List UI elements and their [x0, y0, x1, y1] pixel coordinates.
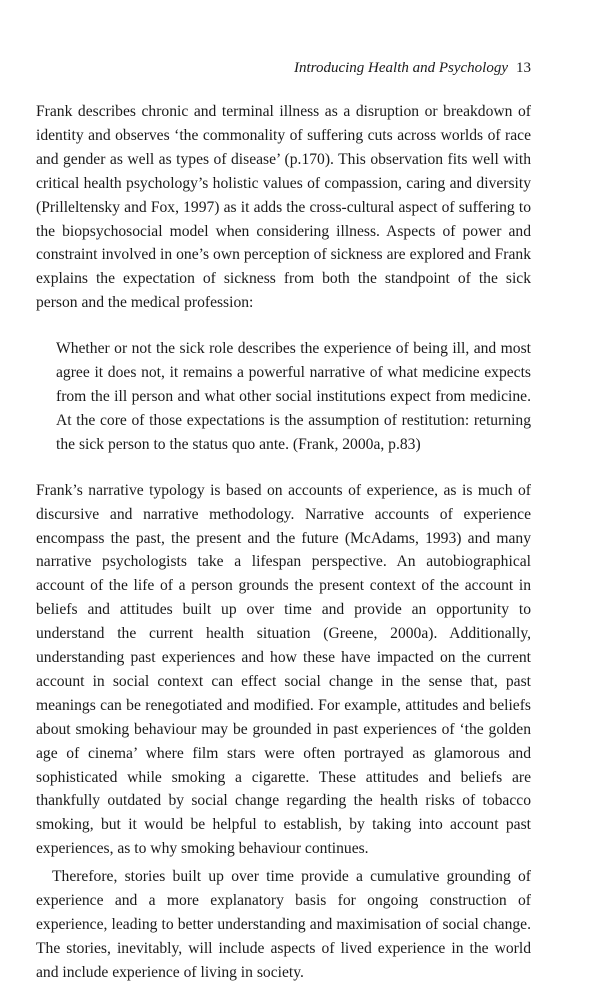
running-header [294, 60, 531, 77]
paragraph-3: Therefore, stories built up over time provide a cumulative grounding of experience and a more explanatory basis for ongoing construction of experience, leading to better understanding and maximisation of social change. The stories, inevitably, will include aspects of lived experience in the world and include experience of living in society. [36, 868, 531, 981]
body-text [36, 100, 531, 985]
page-number: 13 [516, 60, 531, 76]
paragraph-1: Frank describes chronic and terminal illness as a disruption or breakdown of identity and observes ‘the commonality of suffering cuts across worlds of race and gender as well as types of disease’ (p.170). This observation fits well with critical health psychology’s holistic values of compassion, caring and diversity (Prilleltensky and Fox, 1997) as it adds the cross-cultural aspect of suffering to the biopsychosocial model when considering illness. Aspects of power and constraint involved in one’s own perception of sickness are explored and Frank explains the expectation of sickness from both the standpoint of the sick person and the medical profession: [36, 103, 531, 312]
block-quote: Whether or not the sick role describes the experience of being ill, and most agree it does not, it remains a powerful narrative of what medicine expects from the ill person and what other social institutions expect from medicine. At the core of those expectations is the assumption of restitution: returning the sick person to the status quo ante. (Frank, 2000a, p.83) [56, 340, 531, 453]
paragraph-2: Frank’s narrative typology is based on accounts of experience, as is much of discursive and narrative methodology. Narrative accounts of experience encompass the past, the present and the future (McAdams, 1993) and many narrative psychologists take a lifespan perspective. An autobiographical account of the life of a person grounds the present context of the account in beliefs and attitudes built up over time and provide an opportunity to understand the current health situation (Greene, 2000a). Additionally, understanding past experiences and how these have impacted on the current account in social context can effect social change in the sense that, past meanings can be renegotiated and modified. For example, attitudes and beliefs about smoking behaviour may be grounded in past experiences of ‘the golden age of cinema’ where film stars were often portrayed as glamorous and sophisticated while smoking a cigarette. These attitudes and beliefs are thankfully outdated by social change regarding the health risks of tobacco smoking, but it would be helpful to establish, by taking into account past experiences, as to why smoking behaviour continues. [36, 481, 531, 858]
running-title: Introducing Health and Psychology [294, 60, 508, 76]
